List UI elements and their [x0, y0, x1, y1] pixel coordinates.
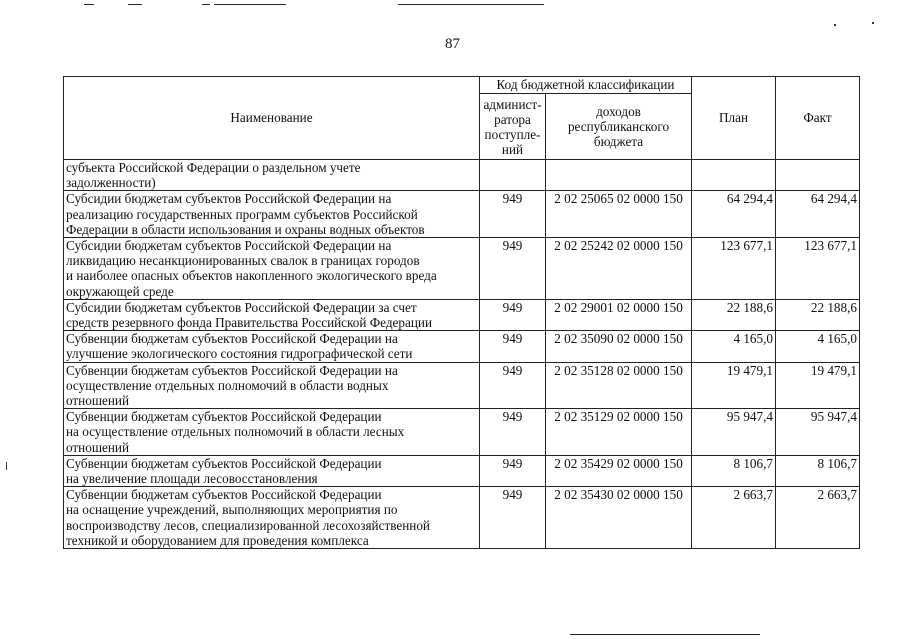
table-header: [64, 77, 860, 160]
scan-artifact-line: [214, 4, 286, 5]
header-administrator: админист- ратора поступле- ний: [480, 94, 546, 160]
row-plan: 22 188,6: [692, 299, 776, 330]
row-plan: 2 663,7: [692, 487, 776, 549]
row-name: Субвенции бюджетам субъектов Российской Федерации на улучшение экологического состояния гидрографической сети: [64, 331, 480, 362]
table-row: [64, 331, 860, 362]
row-revenue-code: [546, 160, 692, 191]
table-row: [64, 191, 860, 238]
header-classification-group: Код бюджетной классификации: [480, 77, 692, 94]
row-name: Субвенции бюджетам субъектов Российской Федерации на осуществление отдельных полномочий в области водных отношений: [64, 362, 480, 409]
row-admin-code: 949: [480, 409, 546, 456]
row-admin-code: 949: [480, 299, 546, 330]
row-admin-code: 949: [480, 191, 546, 238]
row-admin-code: 949: [480, 331, 546, 362]
row-revenue-code: 2 02 25242 02 0000 150: [546, 238, 692, 300]
row-revenue-code: 2 02 25065 02 0000 150: [546, 191, 692, 238]
header-fact: Факт: [776, 77, 860, 160]
row-revenue-code: 2 02 35128 02 0000 150: [546, 362, 692, 409]
row-fact: 2 663,7: [776, 487, 860, 549]
scan-artifact-speck: [6, 462, 7, 470]
row-fact: 19 479,1: [776, 362, 860, 409]
table-row: [64, 299, 860, 330]
scan-artifact-line: [84, 4, 94, 5]
row-revenue-code: 2 02 29001 02 0000 150: [546, 299, 692, 330]
row-admin-code: [480, 160, 546, 191]
row-plan: 64 294,4: [692, 191, 776, 238]
row-fact: 95 947,4: [776, 409, 860, 456]
scan-artifact-line: [570, 634, 760, 635]
header-plan: План: [692, 77, 776, 160]
row-plan: 123 677,1: [692, 238, 776, 300]
table-row: [64, 362, 860, 409]
row-name: Субвенции бюджетам субъектов Российской Федерации на оснащение учреждений, выполняющих мероприятия по воспроизводству лесов, специализированной лесохозяйственной техникой и оборудованием для проведения комплекса: [64, 487, 480, 549]
row-name: Субвенции бюджетам субъектов Российской Федерации на увеличение площади лесовосстановления: [64, 455, 480, 486]
row-admin-code: 949: [480, 455, 546, 486]
table-row: [64, 238, 860, 300]
table-row: [64, 455, 860, 486]
row-fact: 8 106,7: [776, 455, 860, 486]
row-plan: 95 947,4: [692, 409, 776, 456]
table-row: [64, 487, 860, 549]
row-fact: 64 294,4: [776, 191, 860, 238]
row-plan: [692, 160, 776, 191]
row-revenue-code: 2 02 35429 02 0000 150: [546, 455, 692, 486]
scan-artifact-line: [398, 4, 544, 5]
page-number: 87: [445, 36, 460, 52]
table-body: [64, 160, 860, 549]
header-revenue-code: доходов республиканского бюджета: [546, 94, 692, 160]
row-fact: [776, 160, 860, 191]
row-name: Субсидии бюджетам субъектов Российской Федерации на реализацию государственных программ субъектов Российской Федерации в области использования и охраны водных объектов: [64, 191, 480, 238]
row-name: Субсидии бюджетам субъектов Российской Федерации на ликвидацию несанкционированных свалок в границах городов и наиболее опасных объектов накопленного экологического вреда окружающей среде: [64, 238, 480, 300]
scan-artifact-speck: [834, 24, 836, 26]
row-plan: 19 479,1: [692, 362, 776, 409]
row-fact: 123 677,1: [776, 238, 860, 300]
row-plan: 8 106,7: [692, 455, 776, 486]
table-row: [64, 409, 860, 456]
row-plan: 4 165,0: [692, 331, 776, 362]
row-fact: 22 188,6: [776, 299, 860, 330]
scan-artifact-line: [128, 4, 142, 5]
scan-artifact-speck: [872, 22, 874, 24]
row-admin-code: 949: [480, 238, 546, 300]
row-revenue-code: 2 02 35430 02 0000 150: [546, 487, 692, 549]
row-admin-code: 949: [480, 362, 546, 409]
scan-artifact-line: [202, 4, 210, 5]
header-name: Наименование: [64, 77, 480, 160]
row-fact: 4 165,0: [776, 331, 860, 362]
row-revenue-code: 2 02 35129 02 0000 150: [546, 409, 692, 456]
row-name: Субсидии бюджетам субъектов Российской Федерации за счет средств резервного фонда Правительства Российской Федерации: [64, 299, 480, 330]
table-row: [64, 160, 860, 191]
row-name: субъекта Российской Федерации о раздельном учете задолженности): [64, 160, 480, 191]
row-revenue-code: 2 02 35090 02 0000 150: [546, 331, 692, 362]
budget-table: [63, 76, 860, 549]
row-admin-code: 949: [480, 487, 546, 549]
row-name: Субвенции бюджетам субъектов Российской Федерации на осуществление отдельных полномочий в области лесных отношений: [64, 409, 480, 456]
